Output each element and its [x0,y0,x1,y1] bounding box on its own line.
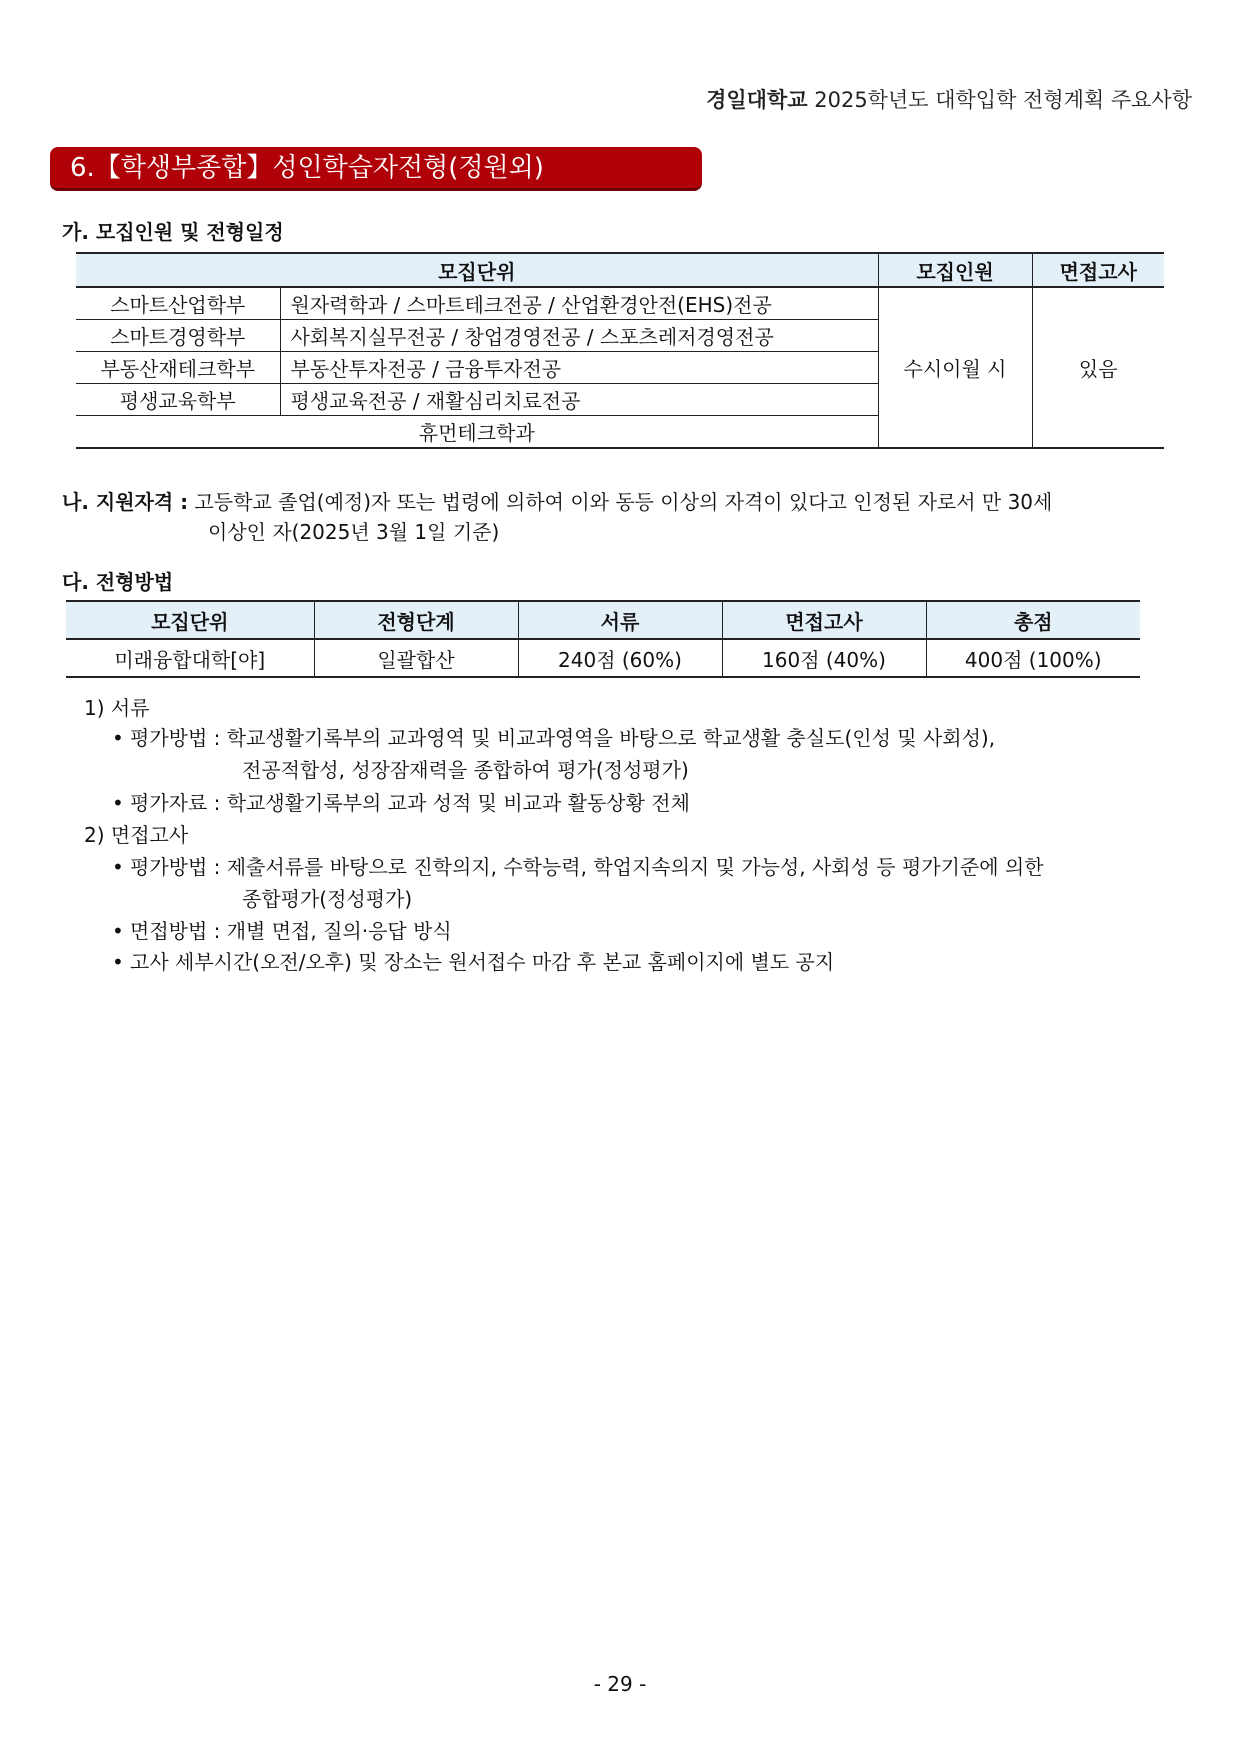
faculty-cell: 평생교육학부 [76,384,280,416]
bullet-icon: • [112,919,124,943]
header-interview: 면접고사 [1032,253,1164,287]
bullet-icon: • [112,855,124,879]
total-cell: 400점 (100%) [926,639,1140,677]
header-unit: 모집단위 [66,601,314,639]
document-title: 2025학년도 대학입학 전형계획 주요사항 [814,88,1192,112]
note-2-bullet-1-cont: 종합평가(정성평가) [242,887,413,911]
stage-cell: 일괄합산 [314,639,518,677]
documents-cell: 240점 (60%) [518,639,722,677]
majors-cell: 부동산투자전공 / 금융투자전공 [280,352,878,384]
note-1-bullet-2 [112,787,690,816]
qualification-line-2: 이상인 자(2025년 3월 1일 기준) [208,520,500,544]
note-1-heading: 1) 서류 [84,696,150,720]
interview-cell: 있음 [1032,287,1164,448]
header-total: 총점 [926,601,1140,639]
bullet-icon: • [112,791,124,815]
header-interview: 면접고사 [722,601,926,639]
bullet-text: 평가자료 : 학교생활기록부의 교과 성적 및 비교과 활동상황 전체 [130,791,690,815]
page-number: - 29 - [593,1672,647,1696]
header-unit: 모집단위 [76,253,878,287]
header-stage: 전형단계 [314,601,518,639]
selection-method-table [66,600,1140,678]
note-2-heading: 2) 면접고사 [84,823,189,847]
unit-cell: 미래융합대학[야] [66,639,314,677]
section-banner: 6.【학생부종합】성인학습자전형(정원외) [50,147,702,191]
header-documents: 서류 [518,601,722,639]
bullet-icon: • [112,950,124,974]
qualification-block [62,487,1053,544]
bullet-icon: • [112,726,124,750]
section-da-title: 다. 전형방법 [62,570,174,594]
note-1-bullet-1 [112,722,995,751]
faculty-cell: 스마트산업학부 [76,287,280,320]
qualification-label: 나. 지원자격 : [62,490,189,514]
interview-cell: 160점 (40%) [722,639,926,677]
bullet-text: 면접방법 : 개별 면접, 질의·응답 방식 [130,919,452,943]
majors-cell: 사회복지실무전공 / 창업경영전공 / 스포츠레저경영전공 [280,320,878,352]
majors-cell: 평생교육전공 / 재활심리치료전공 [280,384,878,416]
note-2-bullet-3 [112,946,834,975]
bullet-text: 평가방법 : 제출서류를 바탕으로 진학의지, 수학능력, 학업지속의지 및 가능성, 사회성 등 평가기준에 의한 [130,855,1044,879]
recruit-cell: 수시이월 시 [878,287,1032,448]
bullet-text: 평가방법 : 학교생활기록부의 교과영역 및 비교과영역을 바탕으로 학교생활 충실도(인성 및 사회성), [130,726,996,750]
faculty-cell: 스마트경영학부 [76,320,280,352]
majors-cell: 원자력학과 / 스마트테크전공 / 산업환경안전(EHS)전공 [280,287,878,320]
school-name: 경일대학교 [706,88,808,112]
page-header [706,84,1192,114]
note-1-bullet-1-cont: 전공적합성, 성장잠재력을 종합하여 평가(정성평가) [242,758,689,782]
bullet-text: 고사 세부시간(오전/오후) 및 장소는 원서접수 마감 후 본교 홈페이지에 별도 공지 [130,950,835,974]
recruitment-table [76,252,1164,449]
faculty-cell: 부동산재테크학부 [76,352,280,384]
header-recruit: 모집인원 [878,253,1032,287]
note-2-bullet-1 [112,851,1044,880]
qualification-line-1: 고등학교 졸업(예정)자 또는 법령에 의하여 이와 동등 이상의 자격이 있다고 인정된 자로서 만 30세 [194,490,1053,514]
humantech-cell: 휴먼테크학과 [76,416,878,449]
section-ga-title: 가. 모집인원 및 전형일정 [62,220,284,244]
note-2-bullet-2 [112,915,452,944]
